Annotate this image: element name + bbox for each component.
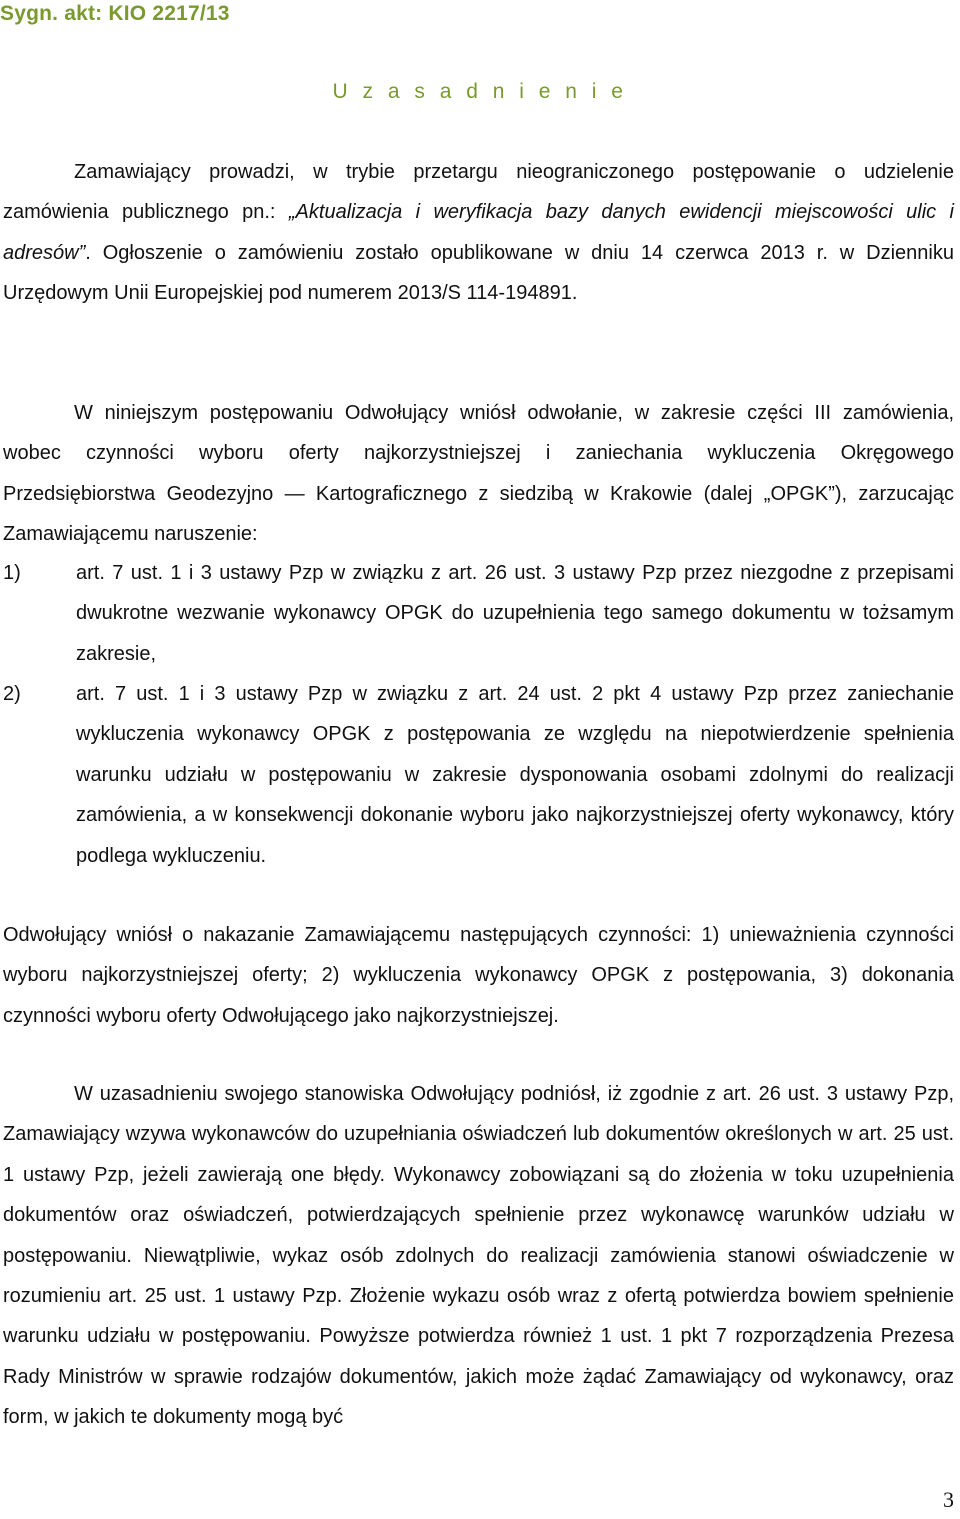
contract-title: „Aktualizacja i weryfikacja bazy danych ewidencji miejscowości ulic i adresów” <box>3 201 955 264</box>
section-title: U z a s a d n i e n i e <box>332 80 628 103</box>
paragraph-appeal <box>3 393 954 555</box>
appeal-text: W niniejszym postępowaniu Odwołujący wniósł odwołanie, w zakresie części III zamówienia, wobec czynności wyboru oferty najkorzystniejszej i zaniechania wykluczenia Okręgowego Przedsiębiorstwa Geodezyjno — Kartograficznego z siedzibą w Krakowie (dalej „OPGK”), zarzucając Zamawiającemu naruszenie: <box>3 402 954 546</box>
list-item <box>3 674 954 876</box>
intro-text-a: Zamawiający prowadzi, w trybie przetargu nieograniczonego postępowanie o udzielenie zamówienia publicznego pn.: <box>3 161 954 224</box>
case-number: Sygn. akt: KIO 2217/13 <box>0 2 230 25</box>
page-number: 3 <box>943 1487 954 1512</box>
intro-text-b: . Ogłoszenie o zamówieniu zostało opublikowane w dniu 14 czerwca 2013 r. w Dzienniku Urzędowym Unii Europejskiej pod numerem 2013/S 114-194891. <box>3 241 954 305</box>
list-item-text: art. 7 ust. 1 i 3 ustawy Pzp w związku z art. 26 ust. 3 ustawy Pzp przez niezgodne z przepisami dwukrotne wezwanie wykonawcy OPGK do uzupełnienia tego samego dokumentu w tożsamym zakresie, <box>76 562 954 665</box>
list-item <box>3 553 954 674</box>
paragraph-requests: Odwołujący wniósł o nakazanie Zamawiającemu następujących czynności: 1) unieważnienia czynności wyboru najkorzystniejszej oferty; 2) wykluczenia wykonawcy OPGK z postępowania, 3) dokonania czynności wyboru oferty Odwołującego jako najkorzystniejszej. <box>3 924 954 1027</box>
paragraph-justification <box>3 1074 954 1438</box>
list-item-number: 2) <box>3 683 21 705</box>
list-item-text: art. 7 ust. 1 i 3 ustawy Pzp w związku z art. 24 ust. 2 pkt 4 ustawy Pzp przez zaniechanie wykluczenia wykonawcy OPGK z postępowania ze względu na niepotwierdzenie spełnienia warunku udziału w postępowaniu w zakresie dysponowania osobami zdolnymi do realizacji zamówienia, a w konsekwencji dokonanie wyboru jako najkorzystniejszej oferty wykonawcy, który podlega wykluczeniu. <box>76 683 954 867</box>
justification-text: W uzasadnieniu swojego stanowiska Odwołujący podniósł, iż zgodnie z art. 26 ust. 3 ustawy Pzp, Zamawiający wzywa wykonawców do uzupełniania oświadczeń lub dokumentów określonych w art. 25 ust. 1 ustawy Pzp, jeżeli zawierają one błędy. Wykonawcy zobowiązani są do złożenia w toku uzupełnienia dokumentów oraz oświadczeń, potwierdzających spełnienie przez wykonawcę warunków udziału w postępowaniu. Niewątpliwie, wykaz osób zdolnych do realizacji zamówienia stanowi oświadczenie w rozumieniu art. 25 ust. 1 ustawy Pzp. Złożenie wykazu osób wraz z ofertą potwierdza bowiem spełnienie warunku udziału w postępowaniu. Powyższe potwierdza również 1 ust. 1 pkt 7 rozporządzenia Prezesa Rady Ministrów w sprawie rodzajów dokumentów, jakich może żądać Zamawiający od wykonawcy, oraz form, w jakich te dokumenty mogą być <box>3 1083 954 1429</box>
paragraph-intro <box>3 152 954 314</box>
list-item-number: 1) <box>3 562 21 584</box>
